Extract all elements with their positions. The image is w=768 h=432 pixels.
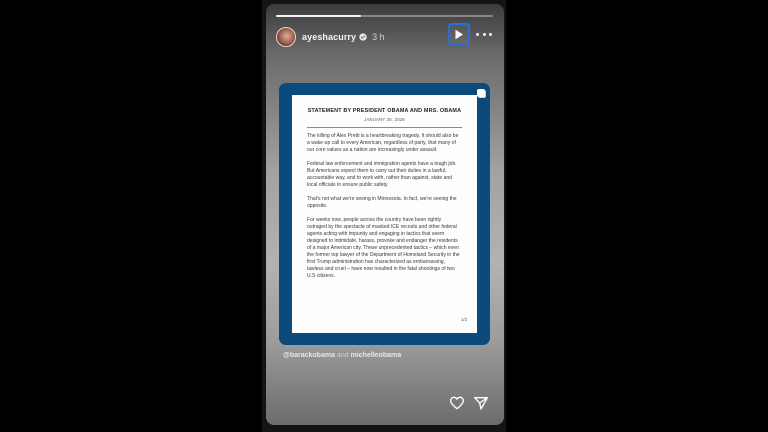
story-header xyxy=(276,23,496,51)
verified-badge-icon xyxy=(359,33,367,41)
mentions-line xyxy=(283,352,401,359)
mention-barackobama[interactable]: @barackobama xyxy=(283,352,335,359)
multi-page-icon xyxy=(477,89,485,97)
document-paragraph: That's not what we're seeing in Minnesota. In fact, we're seeing the opposite. xyxy=(307,195,457,209)
more-options-button[interactable] xyxy=(476,28,492,40)
username[interactable]: ayeshacurry xyxy=(302,32,357,42)
statement-document xyxy=(292,95,477,333)
mentions-joiner: and xyxy=(336,352,349,359)
story-progress-bar xyxy=(276,15,493,17)
more-horizontal-icon xyxy=(489,33,492,36)
like-button[interactable] xyxy=(449,395,465,411)
document-date: JANUARY 25, 2026 xyxy=(363,117,406,122)
mention-michelleobama[interactable]: michelleobama xyxy=(350,352,402,359)
document-paragraph: Federal law enforcement and immigration agents have a tough job. But Americans expect them to carry out their duties in a lawful, accountable way, and to work with, rather than against, state and local officials to ensure public safety. xyxy=(307,160,457,189)
document-paragraph: For weeks now, people across the country have been rightly outraged by the spectacle of masked ICE recruits and other federal agents acting with impunity and engaging in tactics that seem designed to intimidate, harass, provoke and endanger the residents of a major American city. These unprecedented tactics – which even the former top lawyer of the Department of Homeland Security in the first Trump administration has characterized as embarrassing, lawless and cruel – have now resulted in the fatal shootings of two U.S citizens. xyxy=(307,216,460,280)
post-time: 3 h xyxy=(372,32,385,42)
send-icon xyxy=(473,395,489,411)
more-horizontal-icon xyxy=(483,33,486,36)
avatar[interactable] xyxy=(276,27,296,47)
play-button[interactable] xyxy=(448,23,470,45)
shared-post-card[interactable] xyxy=(279,83,490,345)
story-progress-fill xyxy=(276,15,361,17)
heart-icon xyxy=(449,395,465,411)
story-card[interactable] xyxy=(266,4,504,425)
share-button[interactable] xyxy=(473,395,489,411)
document-divider xyxy=(307,127,462,128)
document-paragraph: The killing of Alex Pretti is a heartbreaking tragedy. It should also be a wake-up call to every American, regardless of party, that many of our core values as a nation are increasingly under assault. xyxy=(307,133,459,154)
page-indicator: 1/2 xyxy=(461,317,467,322)
document-title: STATEMENT BY PRESIDENT OBAMA AND MRS. OBAMA xyxy=(307,108,462,114)
play-icon xyxy=(454,29,464,40)
more-horizontal-icon xyxy=(476,33,479,36)
